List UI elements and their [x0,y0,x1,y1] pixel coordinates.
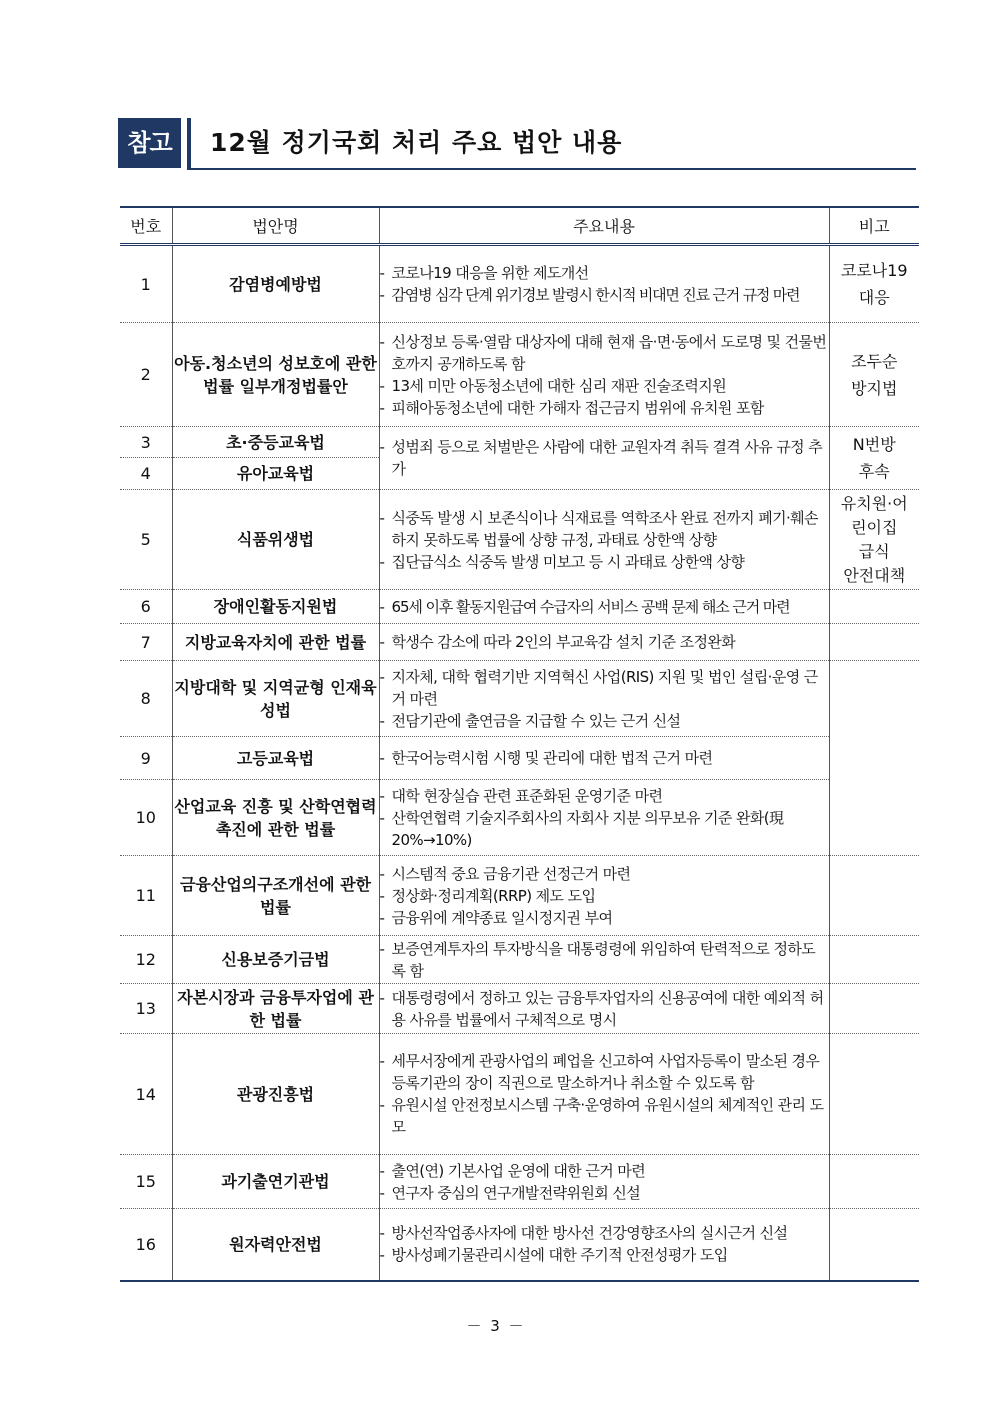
bill-name: 산업교육 진흥 및 산학연협력 촉진에 관한 법률 [172,780,379,856]
section-header [118,118,916,170]
bill-note [829,323,919,427]
row-number: 13 [120,984,172,1034]
bill-note [829,427,919,490]
bill-note [829,661,919,856]
reference-tag: 참고 [118,118,181,168]
table-header-row [120,207,919,245]
content-item: - 연구자 중심의 연구개발전략위원회 신설 [380,1182,829,1204]
content-item: - 감염병 심각 단계 위기경보 발령시 한시적 비대면 진료 근거 규정 마련 [380,284,829,306]
header-divider [187,118,191,168]
row-number: 10 [120,780,172,856]
note-line: 코로나19 [840,261,908,280]
column-header-note: 비고 [829,207,919,245]
bill-name: 지방교육자치에 관한 법률 [172,624,379,661]
content-item: - 지자체, 대학 협력기반 지역혁신 사업(RIS) 지원 및 법인 설립·운영 근거 마련 [380,666,829,710]
bill-content [379,624,829,661]
content-item: - 출연(연) 기본사업 운영에 대한 근거 마련 [380,1160,829,1182]
table-row [120,590,919,624]
table-row [120,1034,919,1155]
row-number: 5 [120,490,172,590]
bill-note [829,1209,919,1281]
bill-content [379,1209,829,1281]
bill-table [120,206,919,1282]
content-item: - 방사성폐기물관리시설에 대한 주기적 안전성평가 도입 [380,1244,829,1266]
table-row [120,245,919,323]
content-item: - 시스템적 중요 금융기관 선정근거 마련 [380,863,829,885]
content-item: - 집단급식소 식중독 발생 미보고 등 시 과태료 상한액 상향 [380,551,829,573]
table-row [120,1155,919,1209]
table-row [120,490,919,590]
bill-content [379,737,829,780]
row-number: 6 [120,590,172,624]
note-line: 안전대책 [843,565,906,585]
bill-note [829,936,919,984]
bill-content [379,1034,829,1155]
table-row [120,737,919,780]
content-item: - 대통령령에서 정하고 있는 금융투자업자의 신용공여에 대한 예외적 허용 사유를 법률에서 구체적으로 명시 [380,987,829,1031]
content-item: - 금융위에 계약종료 일시정지권 부여 [380,907,829,929]
content-item: - 코로나19 대응을 위한 제도개선 [380,262,829,284]
bill-content [379,245,829,323]
bill-note [829,245,919,323]
note-line: 린이집 [851,517,898,537]
bill-note [829,590,919,624]
bill-content [379,490,829,590]
content-item: - 65세 이후 활동지원급여 수급자의 서비스 공백 문제 해소 근거 마련 [380,596,829,618]
bill-note [829,1034,919,1155]
note-line: 후속 [858,462,890,481]
bill-content [379,323,829,427]
bill-name: 고등교육법 [172,737,379,780]
table-row [120,624,919,661]
content-item: - 피해아동청소년에 대한 가해자 접근금지 범위에 유치원 포함 [380,397,829,419]
table-row [120,984,919,1034]
bill-content [379,661,829,737]
bill-content [379,590,829,624]
note-line: 급식 [858,541,890,561]
column-header-bill-name: 법안명 [172,207,379,245]
bill-name: 장애인활동지원법 [172,590,379,624]
row-number: 3 [120,427,172,458]
bill-name: 유아교육법 [172,458,379,490]
table-row [120,661,919,737]
bill-name: 관광진흥법 [172,1034,379,1155]
page-title: 12월 정기국회 처리 주요 법안 내용 [210,128,623,157]
bill-content [379,856,829,936]
content-item: - 전담기관에 출연금을 지급할 수 있는 근거 신설 [380,710,829,732]
note-line: 조두순 [851,351,898,371]
bill-name: 과기출연기관법 [172,1155,379,1209]
content-item: - 학생수 감소에 따라 2인의 부교육감 설치 기준 조정완화 [380,631,829,653]
content-item: - 대학 현장실습 관련 표준화된 운영기준 마련 [380,785,829,807]
table-row [120,323,919,427]
table-row [120,856,919,936]
content-item: - 신상정보 등록·열람 대상자에 대해 현재 읍·면·동에서 도로명 및 건물번호까지 공개하도록 함 [380,331,829,375]
content-item: - 한국어능력시험 시행 및 관리에 대한 법적 근거 마련 [380,747,829,769]
row-number: 2 [120,323,172,427]
row-number: 15 [120,1155,172,1209]
bill-content [379,984,829,1034]
bill-name: 신용보증기금법 [172,936,379,984]
bill-content [379,427,829,490]
note-line: 방지법 [851,378,898,398]
bill-name: 아동.청소년의 성보호에 관한 법률 일부개정법률안 [172,323,379,427]
table-row [120,936,919,984]
row-number: 4 [120,458,172,490]
bill-name: 초·중등교육법 [172,427,379,458]
bill-note [829,490,919,590]
table-row [120,780,919,856]
bill-name: 자본시장과 금융투자업에 관한 법률 [172,984,379,1034]
content-item: - 식중독 발생 시 보존식이나 식재료를 역학조사 완료 전까지 폐기·훼손하지 못하도록 법률에 상향 규정, 과태료 상한액 상향 [380,507,829,551]
bill-name: 감염병예방법 [172,245,379,323]
bill-note [829,1155,919,1209]
table-row [120,427,919,458]
content-item: - 방사선작업종사자에 대한 방사선 건강영향조사의 실시근거 신설 [380,1222,829,1244]
content-item: - 보증연계투자의 투자방식을 대통령령에 위임하여 탄력적으로 정하도록 함 [380,938,829,982]
bill-name: 원자력안전법 [172,1209,379,1281]
bill-note [829,984,919,1034]
content-item: - 세무서장에게 관광사업의 폐업을 신고하여 사업자등록이 말소된 경우 등록기관의 장이 직권으로 말소하거나 취소할 수 있도록 함 [380,1050,829,1094]
title-underline [187,168,916,170]
note-line: N번방 [852,435,896,454]
column-header-content: 주요내용 [379,207,829,245]
content-item: - 13세 미만 아동청소년에 대한 심리 재판 진술조력지원 [380,375,829,397]
note-line: 유치원·어 [840,493,908,513]
bill-content [379,936,829,984]
bill-content [379,780,829,856]
bill-name: 지방대학 및 지역균형 인재육성법 [172,661,379,737]
bill-note [829,624,919,661]
bill-name: 식품위생법 [172,490,379,590]
column-header-number: 번호 [120,207,172,245]
bill-note [829,856,919,936]
row-number: 1 [120,245,172,323]
row-number: 12 [120,936,172,984]
bill-content [379,1155,829,1209]
row-number: 8 [120,661,172,737]
content-item: - 성범죄 등으로 처벌받은 사람에 대한 교원자격 취득 결격 사유 규정 추가 [380,436,829,480]
row-number: 9 [120,737,172,780]
bill-name: 금융산업의구조개선에 관한 법률 [172,856,379,936]
content-item: - 산학연협력 기술지주회사의 자회사 지분 의무보유 기준 완화(現 20%→10%) [380,807,829,851]
note-line: 대응 [858,288,890,307]
page-number: － 3 － [466,1317,526,1335]
table-row [120,1209,919,1281]
row-number: 11 [120,856,172,936]
content-item: - 정상화·정리계획(RRP) 제도 도입 [380,885,829,907]
content-item: - 유원시설 안전정보시스템 구축·운영하여 유원시설의 체계적인 관리 도모 [380,1094,829,1138]
row-number: 14 [120,1034,172,1155]
row-number: 16 [120,1209,172,1281]
row-number: 7 [120,624,172,661]
